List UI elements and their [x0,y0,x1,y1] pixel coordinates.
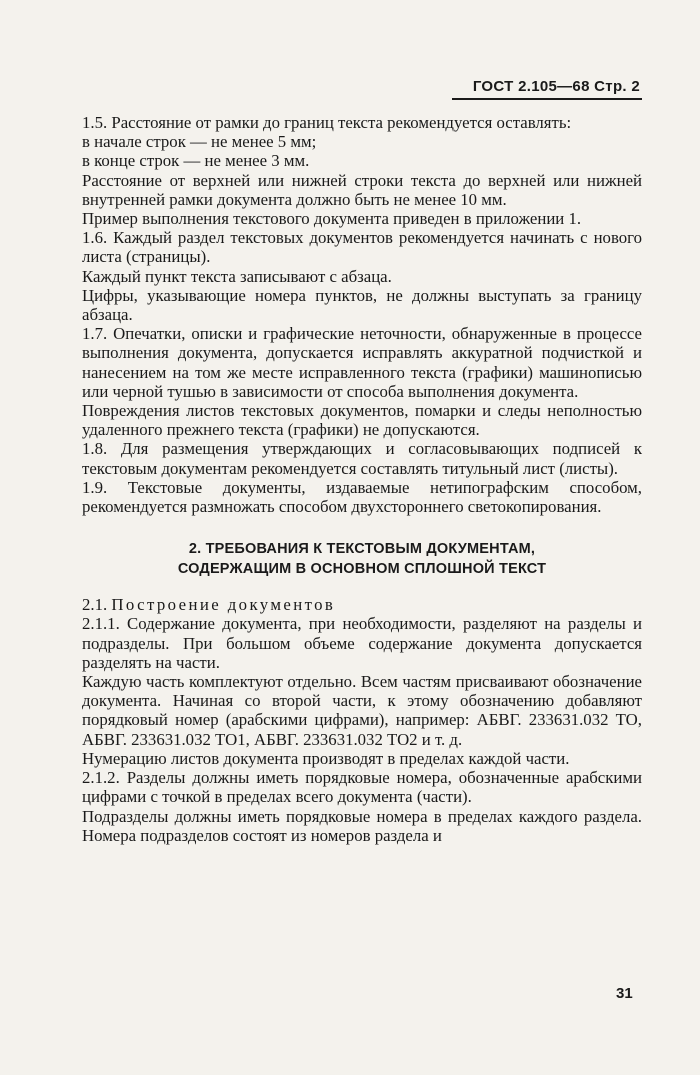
para-2-1-2: 2.1.2. Разделы должны иметь порядковые номера, обозначенные арабскими цифрами с точкой в пределах всего документа (части). [82,768,642,807]
para-margin-end: в конце строк — не менее 3 мм. [82,151,310,171]
para-1-5: 1.5. Расстояние от рамки до границ текста рекомендуется оставлять: [82,113,572,132]
page-number: 31 [616,985,633,1002]
para-example: Пример выполнения текстового документа приведен в приложении 1. [82,209,582,229]
para-item-indent: Каждый пункт текста записывают с абзаца. [82,266,392,286]
para-subsections: Подразделы должны иметь порядковые номера в пределах каждого раздела. Номера подразделов состоят из номеров раздела и [82,806,642,845]
subsection-number: 2.1. [82,595,108,615]
subsection-name: Построение документов [111,595,336,615]
para-damage: Повреждения листов текстовых документов, помарки и следы неполностью удаленного прежнего текста (графики) не допускаются. [82,401,642,440]
para-1-9: 1.9. Текстовые документы, издаваемые нетипографским способом, рекомендуется размножать способом двухстороннего светокопирования. [82,477,642,517]
para-numbering: Нумерацию листов документа производят в пределах каждой части. [82,748,570,768]
page-body [82,113,642,845]
para-2-1-1: 2.1.1. Содержание документа, при необходимости, разделяют на разделы и подразделы. При большом объеме содержание документа допускается разделять на части. [82,614,642,672]
subsection-title [82,595,642,614]
section-heading-line2: СОДЕРЖАЩИМ В ОСНОВНОМ СПЛОШНОЙ ТЕКСТ [177,561,547,578]
para-margin-start: в начале строк — не менее 5 мм; [82,132,317,152]
para-digits: Цифры, указывающие номера пунктов, не должны выступать за границу абзаца. [82,285,642,325]
para-1-8: 1.8. Для размещения утверждающих и согласовывающих подписей к текстовым документам рекомендуется составлять титульный лист (листы). [82,439,642,478]
para-distance: Расстояние от верхней или нижней строки текста до верхней или нижней внутренней рамки документа должно быть не менее 10 мм. [82,170,642,209]
section-heading [82,539,642,579]
section-heading-line1: 2. ТРЕБОВАНИЯ К ТЕКСТОВЫМ ДОКУМЕНТАМ, [188,541,536,558]
para-1-6: 1.6. Каждый раздел текстовых документов рекомендуется начинать с нового листа (страницы). [82,228,642,267]
header-rule [452,98,642,100]
para-1-7: 1.7. Опечатки, описки и графические неточности, обнаруженные в процессе выполнения документа, допускается исправлять аккуратной подчисткой и нанесением на том же месте исправленного текста (графики) машинописью или черной тушью в зависимости от способа выполнения документа. [82,324,642,401]
page-header: ГОСТ 2.105—68 Стр. 2 [472,78,640,95]
para-parts: Каждую часть комплектуют отдельно. Всем частям присваивают обозначение документа. Начиная со второй части, к этому обозначению добавляют порядковый номер (арабскими цифрами), например: АБВГ. 233631.032 ТО, АБВГ. 233631.032 ТО1, АБВГ. 233631.032 ТО2 и т. д. [82,672,642,749]
